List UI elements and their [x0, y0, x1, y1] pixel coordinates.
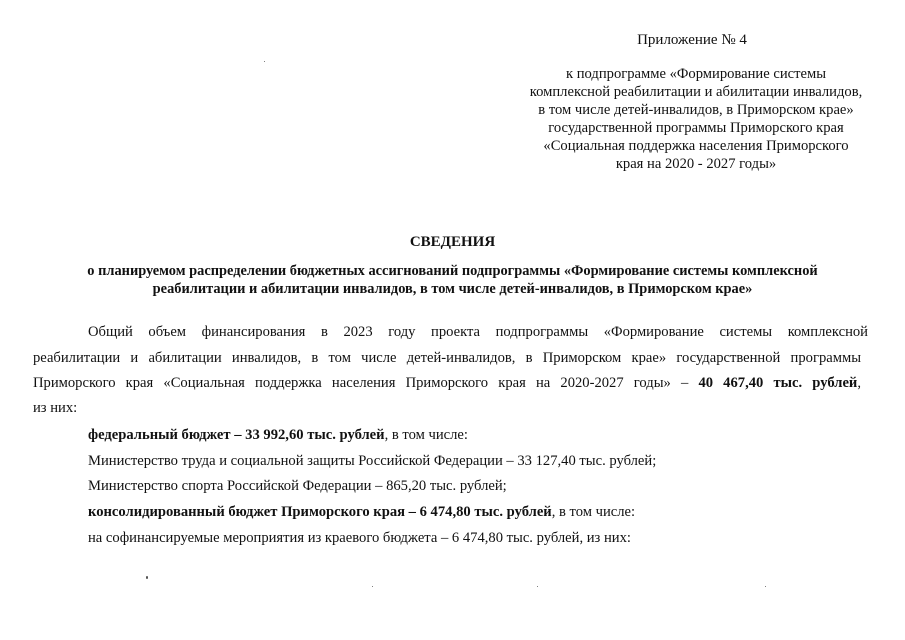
- document-subtitle: [30, 262, 875, 298]
- scan-speck: [537, 586, 538, 587]
- ministry-labor-line: Министерство труда и социальной защиты Российской Федерации – 33 127,40 тыс. рублей;: [88, 453, 657, 469]
- cofinanced-line: на софинансируемые мероприятия из краевого бюджета – 6 474,80 тыс. рублей, из них:: [88, 530, 631, 546]
- intro-line-3-text: Приморского края «Социальная поддержка населения Приморского края на 2020-2027 годы» –: [33, 375, 689, 391]
- federal-budget-rest: , в том числе:: [384, 427, 468, 443]
- intro-line-2: реабилитации и абилитации инвалидов, в том числе детей-инвалидов, в Приморском крае» государственной программы: [33, 350, 861, 366]
- subtitle-line: о планируемом распределении бюджетных ассигнований подпрограммы «Формирование системы комплексной: [87, 263, 818, 279]
- total-amount: 40 467,40 тыс. рублей: [698, 375, 858, 391]
- intro-line-1: Общий объем финансирования в 2023 году проекта подпрограммы «Формирование системы комплексной: [88, 324, 868, 340]
- subtitle-line: реабилитации и абилитации инвалидов, в том числе детей-инвалидов, в Приморском крае»: [152, 281, 753, 297]
- appendix-line: комплексной реабилитации и абилитации инвалидов,: [529, 84, 863, 100]
- regional-budget-rest: , в том числе:: [551, 504, 636, 520]
- appendix-number: Приложение № 4: [637, 32, 747, 48]
- intro-line-3: [33, 373, 861, 393]
- regional-budget-line: [88, 502, 868, 522]
- regional-budget-amount: консолидированный бюджет Приморского края – 6 474,80 тыс. рублей: [88, 504, 552, 520]
- appendix-line: «Социальная поддержка населения Приморского: [543, 138, 849, 154]
- document-title: СВЕДЕНИЯ: [409, 234, 496, 250]
- appendix-reference: [505, 65, 887, 173]
- scan-speck: [372, 586, 373, 587]
- federal-budget-line: [88, 425, 868, 445]
- appendix-line: края на 2020 - 2027 годы»: [615, 156, 777, 172]
- scan-speck: [146, 576, 148, 579]
- federal-budget-amount: федеральный бюджет – 33 992,60 тыс. рублей: [88, 427, 385, 443]
- ministry-sport-line: Министерство спорта Российской Федерации – 865,20 тыс. рублей;: [88, 478, 507, 494]
- appendix-line: к подпрограмме «Формирование системы: [565, 66, 827, 82]
- scan-speck: [765, 586, 766, 587]
- scan-speck: [264, 61, 265, 62]
- intro-line-3-end: ,: [857, 375, 861, 391]
- appendix-line: государственной программы Приморского края: [548, 120, 844, 136]
- appendix-line: в том числе детей-инвалидов, в Приморском крае»: [538, 102, 854, 118]
- intro-line-4: из них:: [33, 400, 78, 416]
